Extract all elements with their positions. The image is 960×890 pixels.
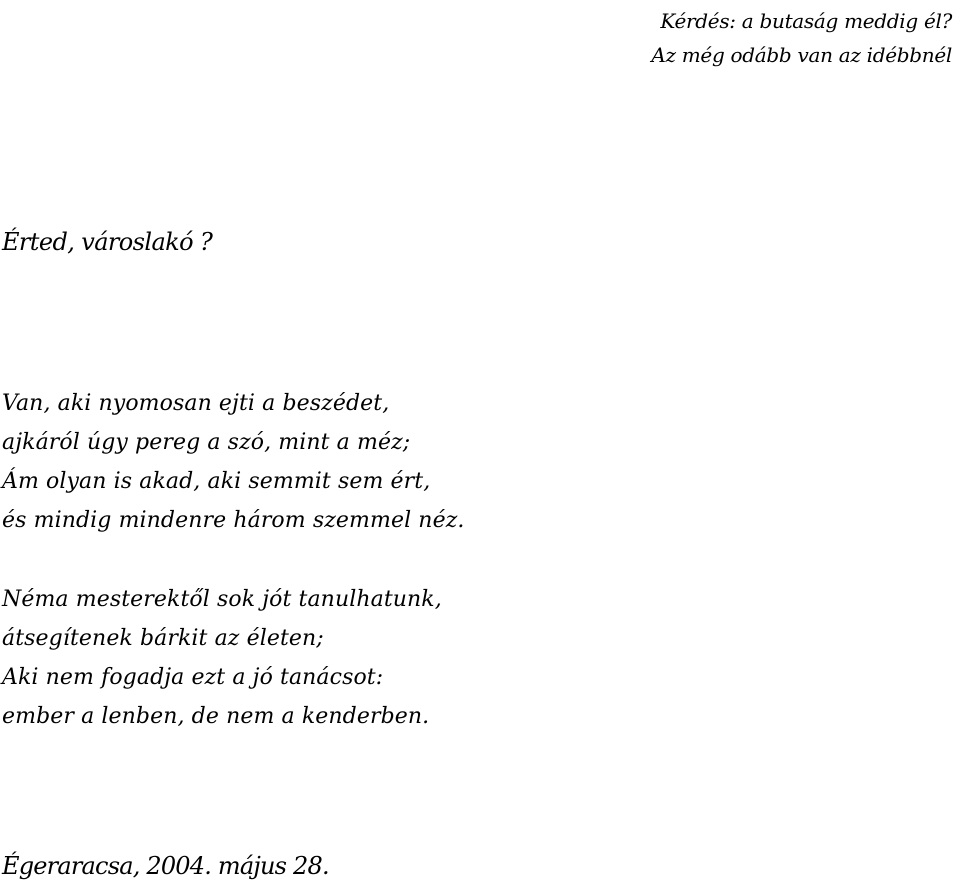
poem-line: Ám olyan is akad, aki semmit sem ért, <box>2 469 431 494</box>
poem-title: Érted, városlakó ? <box>2 228 213 256</box>
stanza-2 <box>2 580 442 736</box>
poem-line: átsegítenek bárkit az életen; <box>2 626 324 651</box>
poem-line: Van, aki nyomosan ejti a beszédet, <box>2 391 390 416</box>
poem-line: ember a lenben, de nem a kenderben. <box>2 704 430 729</box>
poem-line: ajkáról úgy pereg a szó, mint a méz; <box>2 430 411 455</box>
signature: Égeraracsa, 2004. május 28. <box>2 852 329 880</box>
stanza-1 <box>2 384 464 540</box>
epigraph-line: Az még odább van az idébbnél <box>651 43 952 67</box>
epigraph-line: Kérdés: a butaság meddig él? <box>660 9 952 33</box>
epigraph <box>651 4 952 72</box>
poem-line: Aki nem fogadja ezt a jó tanácsot: <box>2 665 384 690</box>
poem-line: és mindig mindenre három szemmel néz. <box>2 508 465 533</box>
poem-line: Néma mesterektől sok jót tanulhatunk, <box>2 587 442 612</box>
